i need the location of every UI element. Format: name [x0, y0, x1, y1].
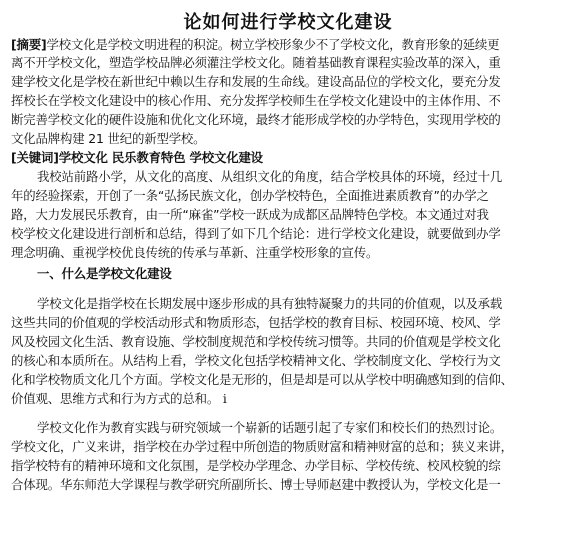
- body-line: 风及校园文化生活、教育设施、学校制度规范和学校传统习惯等。共同的价值观是学校文化: [11, 334, 501, 349]
- body-line: 化和学校物质文化几个方面。学校文化是无形的，但是却是可以从学校中明确感知到的信仰、: [11, 372, 513, 387]
- text-cursor-mark: i: [222, 391, 227, 406]
- body-line: 学校文化是指学校在长期发展中逐步形成的具有独特凝聚力的共同的价值观，以及承载: [37, 296, 503, 311]
- section-heading: 一、什么是学校文化建设: [37, 266, 172, 281]
- abstract-line-5: 断完善学校文化的硬件设施和优化文化环境，最终才能形成学校的办学特色，实现用学校的: [11, 112, 501, 127]
- body-line: 这些共同的价值观的学校活动形式和物质形态，包括学校的教育目标、校园环境、校风、学: [11, 315, 501, 330]
- intro-line-3: 路，大力发展民乐教育，由一所“麻雀”学校一跃成为成都区品牌特色学校。本文通过对我: [11, 207, 489, 222]
- document-title: 论如何进行学校文化建设: [183, 12, 393, 33]
- abstract-line-3: 建学校文化是学校在新世纪中赖以生存和发展的生命线。建设高品位的学校文化，要充分发: [11, 74, 501, 89]
- intro-line-5: 理念明确、重视学校优良传统的传承与革新、注重学校形象的宣传。: [11, 245, 379, 260]
- body-line: 价值观、思维方式和行为方式的总和。 i: [11, 391, 227, 406]
- abstract-line-1: [摘要]学校文化是学校文明进程的积淀。树立学校形象少不了学校文化，教育形象的延续更: [11, 37, 500, 52]
- abstract-line-4: 挥校长在学校文化建设中的核心作用、充分发挥学校师生在学校文化建设中的主体作用、不: [11, 93, 501, 108]
- abstract-line-2: 离不开学校文化，塑造学校品牌必须灌注学校文化。随着基础教育课程实验改革的深入，重: [11, 55, 501, 70]
- body-line: 的核心和本质所在。从结构上看，学校文化包括学校精神文化、学校制度文化、学校行为文: [11, 353, 501, 368]
- body-line: 学校文化，广义来讲，指学校在办学过程中所创造的物质财富和精神财富的总和；狭义来讲，: [11, 439, 513, 454]
- body-line: 指学校特有的精神环境和文化氛围，是学校办学理念、办学目标、学校传统、校风校貌的综: [11, 458, 501, 473]
- body-line: 合体现。华东师范大学课程与教学研究所副所长、博士导师赵建中教授认为，学校文化是一: [11, 477, 501, 492]
- abstract-label: [摘要]: [11, 37, 47, 52]
- intro-line-2: 年的经验探索，开创了一条“弘扬民族文化，创办学校特色，全面推进素质教育”的办学之: [11, 188, 489, 203]
- abstract-line-6: 文化品牌构建 21 世纪的新型学校。: [11, 131, 206, 146]
- intro-line-4: 校学校文化建设进行剖析和总结，得到了如下几个结论：进行学校文化建设，就要做到办学: [11, 226, 501, 241]
- keywords-line: [关键词]学校文化 民乐教育特色 学校文化建设: [11, 150, 263, 165]
- intro-line-1: 我校站前路小学，从文化的高度、从组织文化的角度，结合学校具体的环境，经过十几: [37, 169, 503, 184]
- body-line: 学校文化作为教育实践与研究领域一个崭新的话题引起了专家们和校长们的热烈讨论。: [37, 420, 503, 435]
